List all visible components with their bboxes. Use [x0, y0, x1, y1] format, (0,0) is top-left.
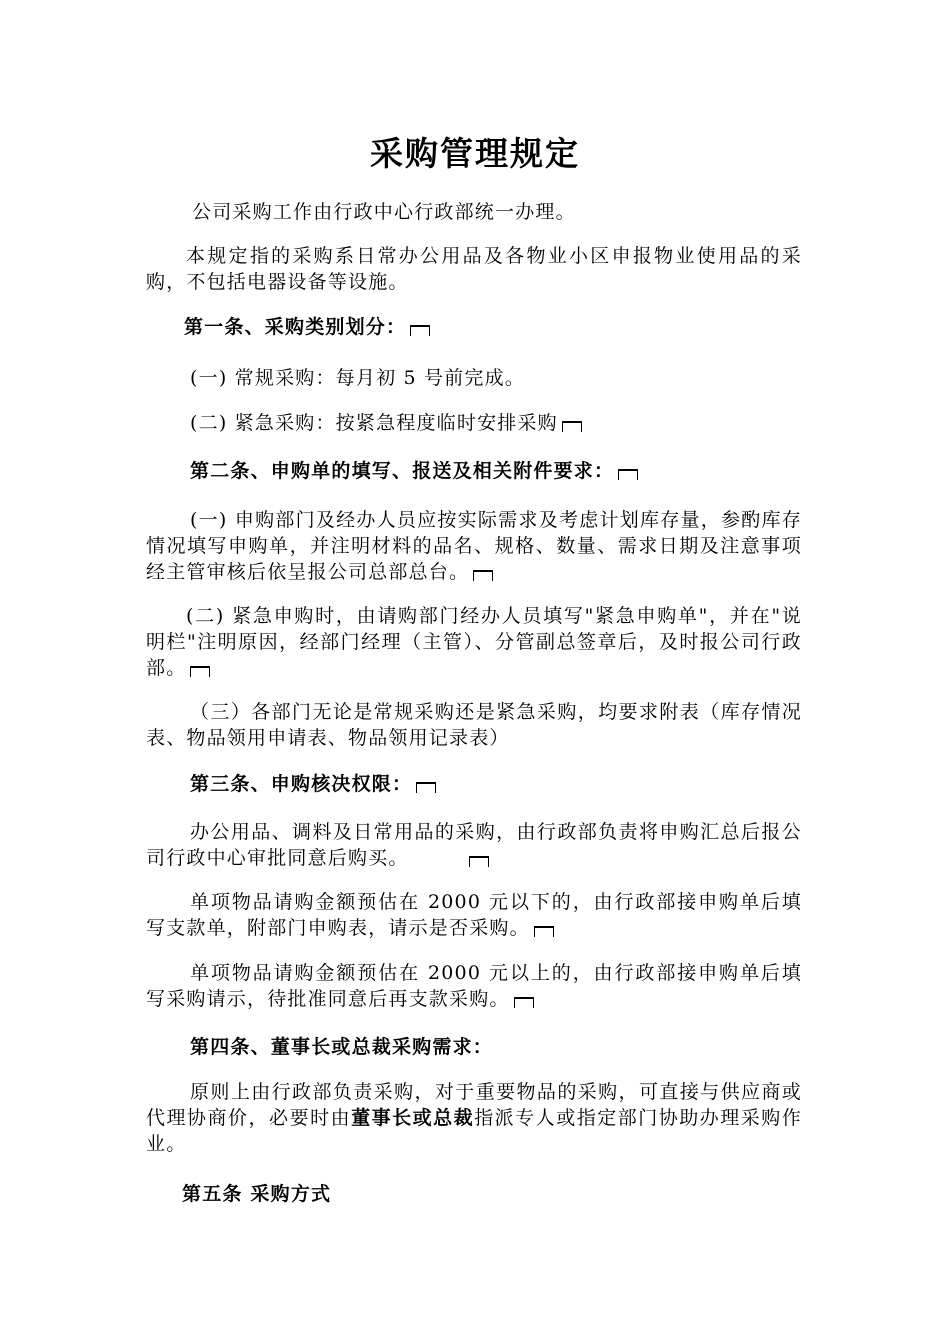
text: （三）各部门无论是常规采购还是紧急采购，均要求附表（库存情况表、物品领用申请表、物品领用记录表） [146, 701, 802, 749]
paragraph-intro [146, 199, 802, 225]
text: 第五条 采购方式 [182, 1183, 332, 1205]
paragraph-mark-icon [562, 421, 582, 432]
text: 第一条、采购类别划分： [184, 316, 407, 338]
article-5-heading [182, 1181, 838, 1207]
article-3-heading [190, 771, 846, 797]
article-3-para-3 [146, 960, 802, 1012]
paragraph-mark-icon [416, 782, 436, 793]
text: 第二条、申购单的填写、报送及相关附件要求： [190, 460, 615, 482]
paragraph-mark-icon [469, 856, 489, 867]
article-1-item-2 [190, 410, 846, 436]
text: 本规定指的采购系日常办公用品及各物业小区申报物业使用品的采购，不包括电器设备等设施。 [146, 245, 802, 293]
text: 指派专人或指定部门协助办理采购作业。 [146, 1107, 802, 1155]
paragraph-mark-icon [534, 926, 554, 937]
text: (二) 紧急申购时，由请购部门经办人员填写"紧急申购单"，并在"说明栏"注明原因，经部门经理（主管）、分管副总签章后，及时报公司行政部。 [146, 605, 802, 679]
text: 办公用品、调料及日常用品的采购，由行政部负责将申购汇总后报公司行政中心审批同意后购买。 [146, 821, 802, 869]
text: (一) 申购部门及经办人员应按实际需求及考虑计划库存量，参酌库存情况填写申购单，并注明材料的品名、规格、数量、需求日期及注意事项经主管审核后依呈报公司总部总台。 [146, 509, 802, 583]
paragraph-mark-icon [190, 666, 210, 677]
paragraph-mark-icon [514, 997, 534, 1008]
article-4-heading [190, 1034, 846, 1060]
article-2-item-3 [146, 699, 802, 751]
article-3-para-1 [146, 819, 802, 871]
page-title: 采购管理规定 [370, 134, 580, 173]
article-1-heading [184, 314, 840, 340]
bold-text: 董事长或总裁 [351, 1107, 475, 1129]
article-4-para [146, 1079, 802, 1157]
article-2-item-1 [146, 507, 802, 585]
text: (二) 紧急采购：按紧急程度临时安排采购 [190, 412, 558, 434]
text: 单项物品请购金额预估在 2000 元以下的，由行政部接申购单后填写支款单，附部门申购表，请示是否采购。 [146, 891, 802, 939]
text: 公司采购工作由行政中心行政部统一办理。 [192, 201, 576, 223]
paragraph-scope [146, 243, 802, 295]
article-2-heading [190, 458, 846, 484]
text: 单项物品请购金额预估在 2000 元以上的，由行政部接申购单后填写采购请示，待批准同意后再支款采购。 [146, 962, 802, 1010]
article-1-item-1 [190, 365, 846, 391]
article-3-para-2 [146, 889, 802, 941]
paragraph-mark-icon [410, 325, 430, 336]
text: 第四条、董事长或总裁采购需求： [190, 1036, 494, 1058]
text: 第三条、申购核决权限： [190, 773, 413, 795]
text: (一) 常规采购：每月初 5 号前完成。 [190, 367, 526, 389]
paragraph-mark-icon [618, 469, 638, 480]
article-2-item-2 [146, 603, 802, 681]
paragraph-mark-icon [473, 570, 493, 581]
text: 原则上由行政部负责采购，对于重要物品的采购，可直接与供应商或代理协商价，必要时由 [146, 1081, 802, 1129]
